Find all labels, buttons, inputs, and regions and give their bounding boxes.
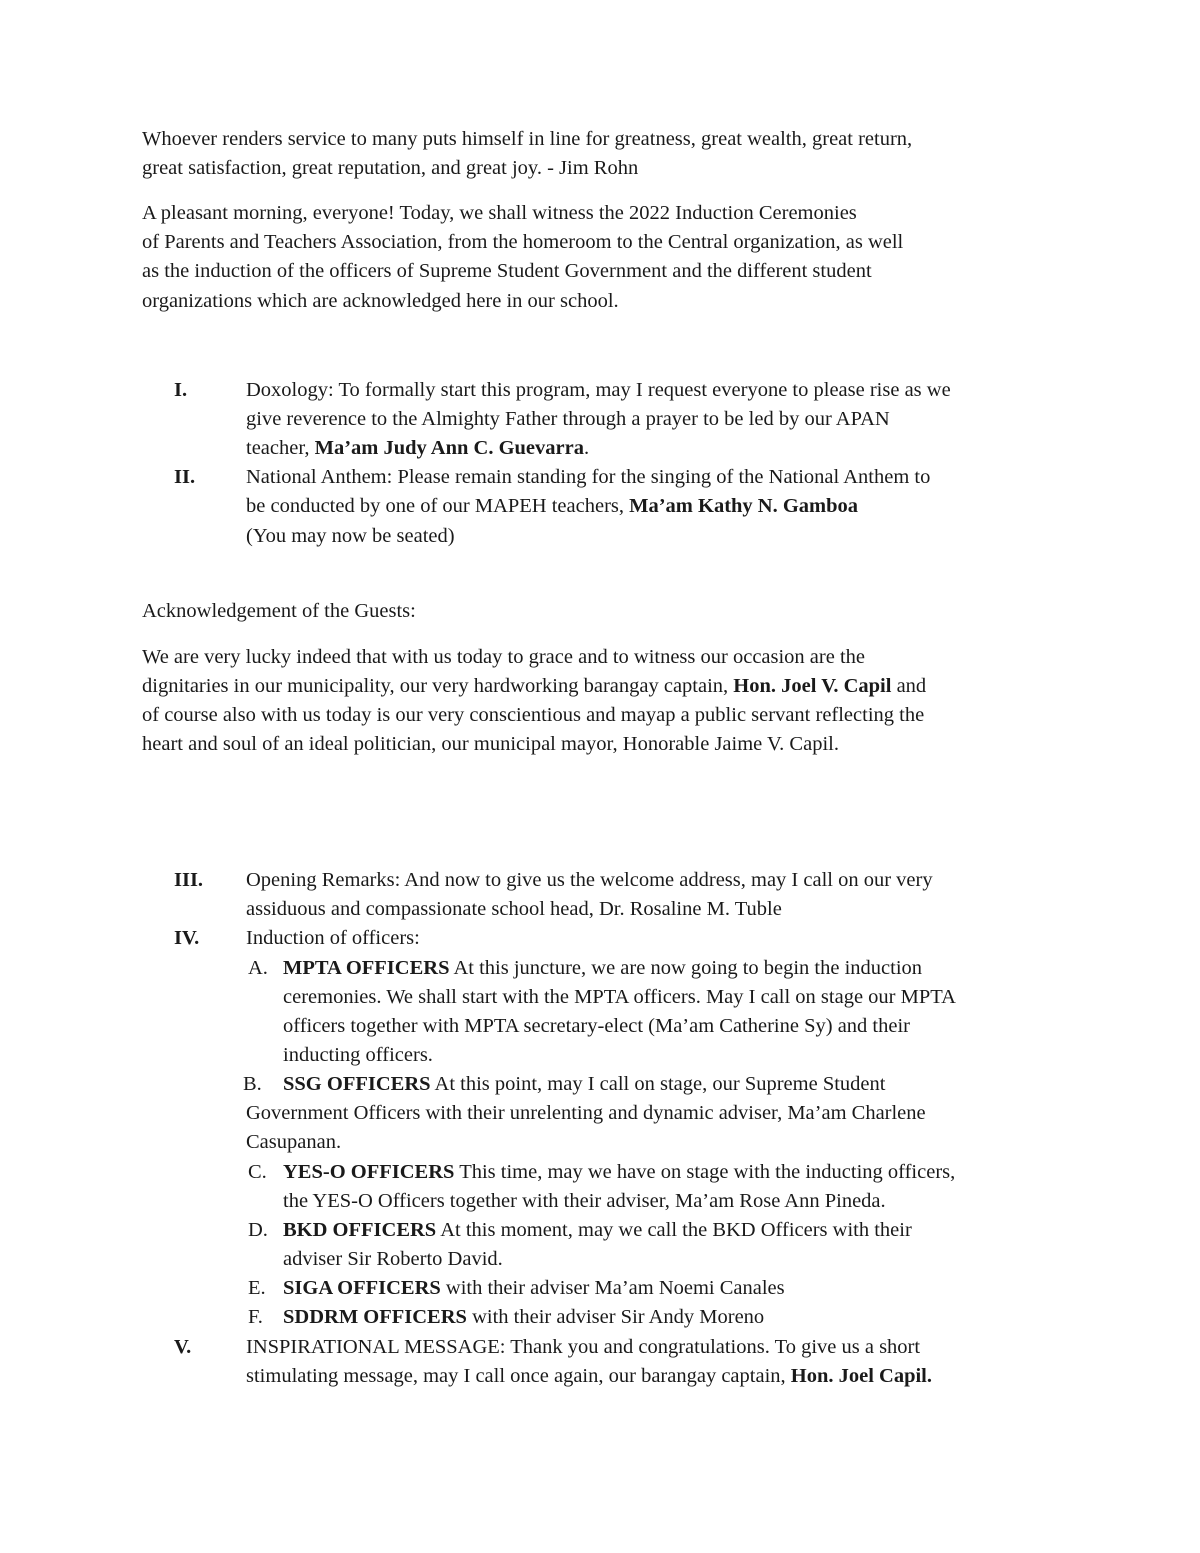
- quote-line: great satisfaction, great reputation, and great joy. - Jim Rohn: [142, 157, 639, 179]
- item-line: INSPIRATIONAL MESSAGE: Thank you and congratulations. To give us a short: [246, 1336, 921, 1358]
- sub-line: [283, 1303, 764, 1332]
- sub-letter: F.: [248, 1306, 263, 1328]
- item-line: [246, 1362, 932, 1391]
- sub-line: officers together with MPTA secretary-elect (Ma’am Catherine Sy) and their: [283, 1015, 910, 1037]
- person-name: Ma’am Kathy N. Gamboa: [629, 495, 859, 517]
- guests-line: heart and soul of an ideal politician, our municipal mayor, Honorable Jaime V. Capil.: [142, 733, 839, 755]
- sub-text: This time, may we have on stage with the inducting officers,: [454, 1161, 956, 1183]
- sub-line: Government Officers with their unrelenting and dynamic adviser, Ma’am Charlene: [246, 1102, 926, 1124]
- intro-line: organizations which are acknowledged here in our school.: [142, 290, 619, 312]
- sub-letter: E.: [248, 1277, 266, 1299]
- sub-text: At this juncture, we are now going to begin the induction: [449, 957, 923, 979]
- sub-line: [283, 1274, 785, 1303]
- guests-line: We are very lucky indeed that with us today to grace and to witness our occasion are the: [142, 646, 866, 668]
- sub-text: with their adviser Ma’am Noemi Canales: [440, 1277, 785, 1299]
- sub-line: [283, 954, 922, 983]
- person-name: Hon. Joel Capil.: [790, 1365, 933, 1387]
- org-title: YES-O OFFICERS: [283, 1161, 455, 1183]
- org-title: SDDRM OFFICERS: [283, 1306, 467, 1328]
- intro-line: of Parents and Teachers Association, from the homeroom to the Central organization, as well: [142, 231, 904, 253]
- intro-line: A pleasant morning, everyone! Today, we shall witness the 2022 Induction Ceremonies: [142, 202, 857, 224]
- sub-text: At this point, may I call on stage, our Supreme Student: [430, 1073, 886, 1095]
- person-name: Ma’am Judy Ann C. Guevarra: [314, 437, 584, 459]
- item-text: .: [583, 437, 590, 459]
- sub-letter: A.: [248, 957, 268, 979]
- sub-line: Casupanan.: [246, 1131, 342, 1153]
- quote-line: Whoever renders service to many puts himself in line for greatness, great wealth, great return,: [142, 128, 913, 150]
- sub-line: ceremonies. We shall start with the MPTA officers. May I call on stage our MPTA: [283, 986, 956, 1008]
- person-name: Hon. Joel V. Capil: [733, 675, 892, 697]
- sub-line: the YES-O Officers together with their adviser, Ma’am Rose Ann Pineda.: [283, 1190, 886, 1212]
- intro-line: as the induction of the officers of Supreme Student Government and the different student: [142, 260, 872, 282]
- item-numeral: II.: [174, 466, 196, 488]
- guests-line: [142, 672, 926, 701]
- item-numeral: III.: [174, 869, 204, 891]
- item-text: be conducted by one of our MAPEH teachers,: [246, 495, 630, 517]
- item-text: teacher,: [246, 437, 315, 459]
- item-text: stimulating message, may I call once again, our barangay captain,: [246, 1365, 791, 1387]
- org-title: MPTA OFFICERS: [283, 957, 450, 979]
- item-numeral: IV.: [174, 927, 200, 949]
- guests-line: of course also with us today is our very conscientious and mayap a public servant reflecting the: [142, 704, 925, 726]
- item-line: [246, 434, 589, 463]
- item-line: assiduous and compassionate school head, Dr. Rosaline M. Tuble: [246, 898, 782, 920]
- sub-letter: B.: [243, 1073, 262, 1095]
- item-line: National Anthem: Please remain standing for the singing of the National Anthem to: [246, 466, 931, 488]
- sub-letter: C.: [248, 1161, 267, 1183]
- sub-line: adviser Sir Roberto David.: [283, 1248, 503, 1270]
- sub-letter: D.: [248, 1219, 268, 1241]
- sub-text: At this moment, may we call the BKD Officers with their: [436, 1219, 912, 1241]
- item-line: [246, 492, 858, 521]
- section-heading: Acknowledgement of the Guests:: [142, 600, 416, 622]
- item-line: (You may now be seated): [246, 525, 455, 547]
- sub-text: with their adviser Sir Andy Moreno: [466, 1306, 765, 1328]
- item-line: Opening Remarks: And now to give us the welcome address, may I call on our very: [246, 869, 933, 891]
- item-line: Induction of officers:: [246, 927, 420, 949]
- item-numeral: V.: [174, 1336, 192, 1358]
- guests-text: and: [891, 675, 927, 697]
- guests-text: dignitaries in our municipality, our very hardworking barangay captain,: [142, 675, 734, 697]
- item-line: Doxology: To formally start this program, may I request everyone to please rise as we: [246, 379, 951, 401]
- sub-line: inducting officers.: [283, 1044, 433, 1066]
- org-title: SSG OFFICERS: [283, 1073, 431, 1095]
- org-title: BKD OFFICERS: [283, 1219, 437, 1241]
- org-title: SIGA OFFICERS: [283, 1277, 441, 1299]
- sub-line: [283, 1216, 912, 1245]
- sub-line: [283, 1070, 885, 1099]
- sub-line: [283, 1158, 955, 1187]
- item-numeral: I.: [174, 379, 188, 401]
- item-line: give reverence to the Almighty Father through a prayer to be led by our APAN: [246, 408, 890, 430]
